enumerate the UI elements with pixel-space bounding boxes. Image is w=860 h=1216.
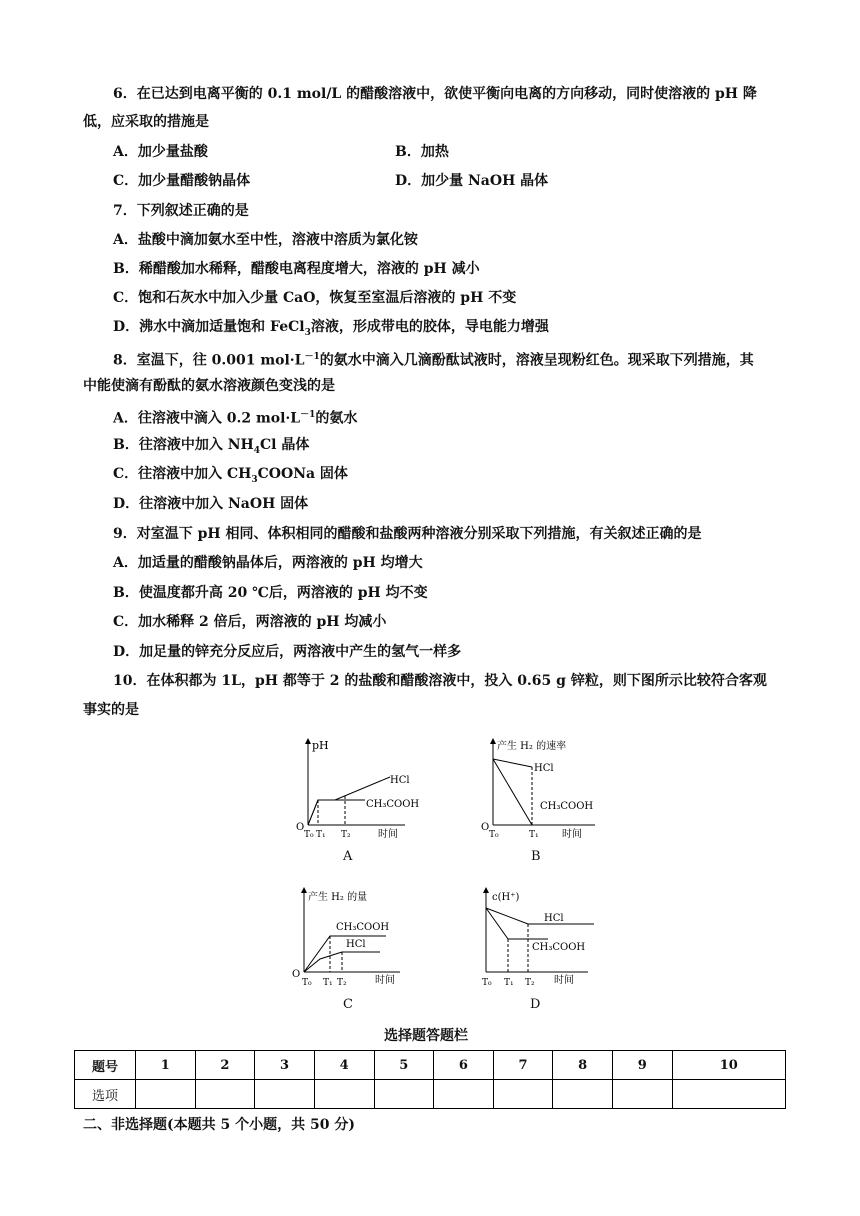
q8-b-text2: Cl 晶体 — [260, 437, 310, 453]
q6-option-c: C．加少量醋酸钠晶体 — [113, 173, 251, 189]
q9-option-b: B．使温度都升高 20 ℃后，两溶液的 pH 均不变 — [113, 585, 428, 601]
y-label: c(H⁺) — [492, 892, 520, 903]
q6-stem-line2: 低，应采取的措施是 — [83, 114, 209, 130]
q9-option-a: A．加适量的醋酸钠晶体后，两溶液的 pH 均增大 — [113, 555, 423, 571]
q6-option-d: D．加少量 NaOH 晶体 — [395, 173, 549, 189]
figure-b — [480, 735, 630, 849]
answer-cell[interactable] — [672, 1080, 785, 1109]
figure-d — [478, 884, 628, 998]
figure-c-caption: C — [343, 997, 353, 1012]
origin-label: O — [296, 822, 305, 833]
ch3cooh-label: CH₃COOH — [366, 799, 420, 810]
y-label: 产生 H₂ 的量 — [308, 892, 368, 903]
ch3cooh-curve — [304, 936, 386, 972]
figure-a-caption: A — [343, 849, 353, 864]
q8-a-sup: －1 — [300, 410, 316, 420]
q8-b-sub: 4 — [253, 445, 260, 456]
table-row — [75, 1080, 786, 1109]
q10-stem-line2: 事实的是 — [83, 702, 139, 718]
answer-cell[interactable] — [195, 1080, 255, 1109]
answer-table — [74, 1050, 786, 1109]
y-label: 产生 H₂ 的速率 — [497, 741, 567, 752]
t2-label: T₂ — [341, 830, 351, 840]
q8-stem-line2: 中能使滴有酚酞的氨水溶液颜色变浅的是 — [83, 378, 335, 394]
x-label: 时间 — [375, 975, 395, 986]
question-number: 10 — [672, 1051, 785, 1080]
question-number: 6 — [434, 1051, 494, 1080]
figure-a — [290, 735, 440, 849]
t0-label: T₀ — [304, 830, 314, 840]
q8-option-a — [113, 405, 357, 429]
q8-stem-line1 — [113, 347, 754, 371]
t2-label: T₂ — [525, 978, 535, 988]
q7-d-text2: 溶液，形成带电的胶体，导电能力增强 — [310, 319, 549, 335]
question-number: 4 — [314, 1051, 374, 1080]
q8-stem-text2: 的氨水中滴入几滴酚酞试液时，溶液呈现粉红色。现采取下列措施，其 — [319, 352, 754, 369]
q8-option-c — [113, 464, 348, 490]
q7-option-a: A．盐酸中滴加氨水至中性，溶液中溶质为氯化铵 — [113, 232, 418, 248]
figure-b-caption: B — [531, 849, 541, 864]
answer-cell[interactable] — [434, 1080, 494, 1109]
q10-stem-line1: 10．在体积都为 1L，pH 都等于 2 的盐酸和醋酸溶液中，投入 0.65 g 锌粒，则下图所示比较符合客观 — [113, 673, 767, 689]
q7-option-c: C．饱和石灰水中加入少量 CaO，恢复至室温后溶液的 pH 不变 — [113, 290, 517, 306]
row-label-number: 题号 — [75, 1051, 136, 1080]
t1-label: T₁ — [316, 830, 326, 840]
q6-option-a: A．加少量盐酸 — [113, 144, 208, 160]
q8-option-b — [113, 435, 309, 461]
ch3cooh-curve-top — [493, 759, 532, 767]
q9-stem: 9．对室温下 pH 相同、体积相同的醋酸和盐酸两种溶液分别采取下列措施，有关叙述正确的是 — [113, 526, 702, 542]
q6-stem-line1: 6．在已达到电离平衡的 0.1 mol/L 的醋酸溶液中，欲使平衡向电离的方向移动，同时使溶液的 pH 降 — [113, 86, 757, 102]
answer-cell[interactable] — [613, 1080, 673, 1109]
ch3cooh-label: CH₃COOH — [532, 942, 586, 953]
table-row — [75, 1051, 786, 1080]
section-2-heading: 二、非选择题(本题共 5 个小题，共 50 分) — [83, 1117, 355, 1133]
hcl-label: HCl — [534, 763, 554, 774]
q8-stem-sup: －1 — [304, 352, 320, 362]
q8-c-text: C．往溶液中加入 CH — [113, 466, 252, 482]
x-label: 时间 — [378, 829, 398, 840]
hcl-curve — [486, 908, 594, 924]
q8-c-sub: 3 — [251, 474, 258, 485]
t1-label: T₁ — [323, 978, 333, 988]
q7-d-sub: 3 — [304, 327, 311, 338]
q8-a-text2: 的氨水 — [315, 410, 358, 427]
q7-d-text: D．沸水中滴加适量饱和 FeCl — [113, 319, 305, 335]
answer-cell[interactable] — [553, 1080, 613, 1109]
q8-c-text2: COONa 固体 — [257, 466, 348, 482]
answer-cell[interactable] — [136, 1080, 196, 1109]
origin-label: O — [292, 969, 301, 980]
x-label: 时间 — [562, 829, 582, 840]
ch3cooh-label: CH₃COOH — [540, 801, 594, 812]
question-number: 3 — [255, 1051, 315, 1080]
answer-cell[interactable] — [255, 1080, 315, 1109]
question-number: 9 — [613, 1051, 673, 1080]
hcl-label: HCl — [390, 775, 410, 786]
answer-cell[interactable] — [314, 1080, 374, 1109]
q7-option-d — [113, 317, 549, 343]
hcl-label: HCl — [544, 913, 564, 924]
figure-d-caption: D — [530, 997, 541, 1012]
figure-c — [290, 884, 440, 998]
t2-label: T₂ — [337, 978, 347, 988]
q9-option-d: D．加足量的锌充分反应后，两溶液中产生的氢气一样多 — [113, 644, 462, 660]
q7-stem: 7．下列叙述正确的是 — [113, 203, 249, 219]
answer-cell[interactable] — [493, 1080, 553, 1109]
t1-label: T₁ — [504, 978, 514, 988]
q8-option-d: D．往溶液中加入 NaOH 固体 — [113, 496, 309, 512]
q6-option-b: B．加热 — [395, 144, 449, 160]
question-number: 5 — [374, 1051, 434, 1080]
hcl-curve — [493, 759, 532, 825]
q8-b-text: B．往溶液中加入 NH — [113, 437, 254, 453]
question-number: 1 — [136, 1051, 196, 1080]
t0-label: T₀ — [302, 978, 312, 988]
answer-cell[interactable] — [374, 1080, 434, 1109]
q8-stem-text: 8．室温下，往 0.001 mol·L — [113, 352, 305, 369]
x-label: 时间 — [554, 975, 574, 986]
y-label: pH — [312, 739, 329, 752]
q9-option-c: C．加水稀释 2 倍后，两溶液的 pH 均减小 — [113, 614, 387, 630]
q7-option-b: B．稀醋酸加水稀释，醋酸电离程度增大，溶液的 pH 减小 — [113, 261, 480, 277]
t0-label: T₀ — [489, 830, 499, 840]
row-label-answer: 选项 — [75, 1080, 136, 1109]
question-number: 8 — [553, 1051, 613, 1080]
t0-label: T₀ — [482, 978, 492, 988]
question-number: 7 — [493, 1051, 553, 1080]
hcl-label: HCl — [346, 939, 366, 950]
q8-a-text: A．往溶液中滴入 0.2 mol·L — [113, 410, 301, 427]
origin-label: O — [481, 822, 490, 833]
question-number: 2 — [195, 1051, 255, 1080]
ch3cooh-label: CH₃COOH — [336, 922, 390, 933]
t1-label: T₁ — [529, 830, 539, 840]
answer-table-title: 选择题答题栏 — [384, 1028, 468, 1044]
